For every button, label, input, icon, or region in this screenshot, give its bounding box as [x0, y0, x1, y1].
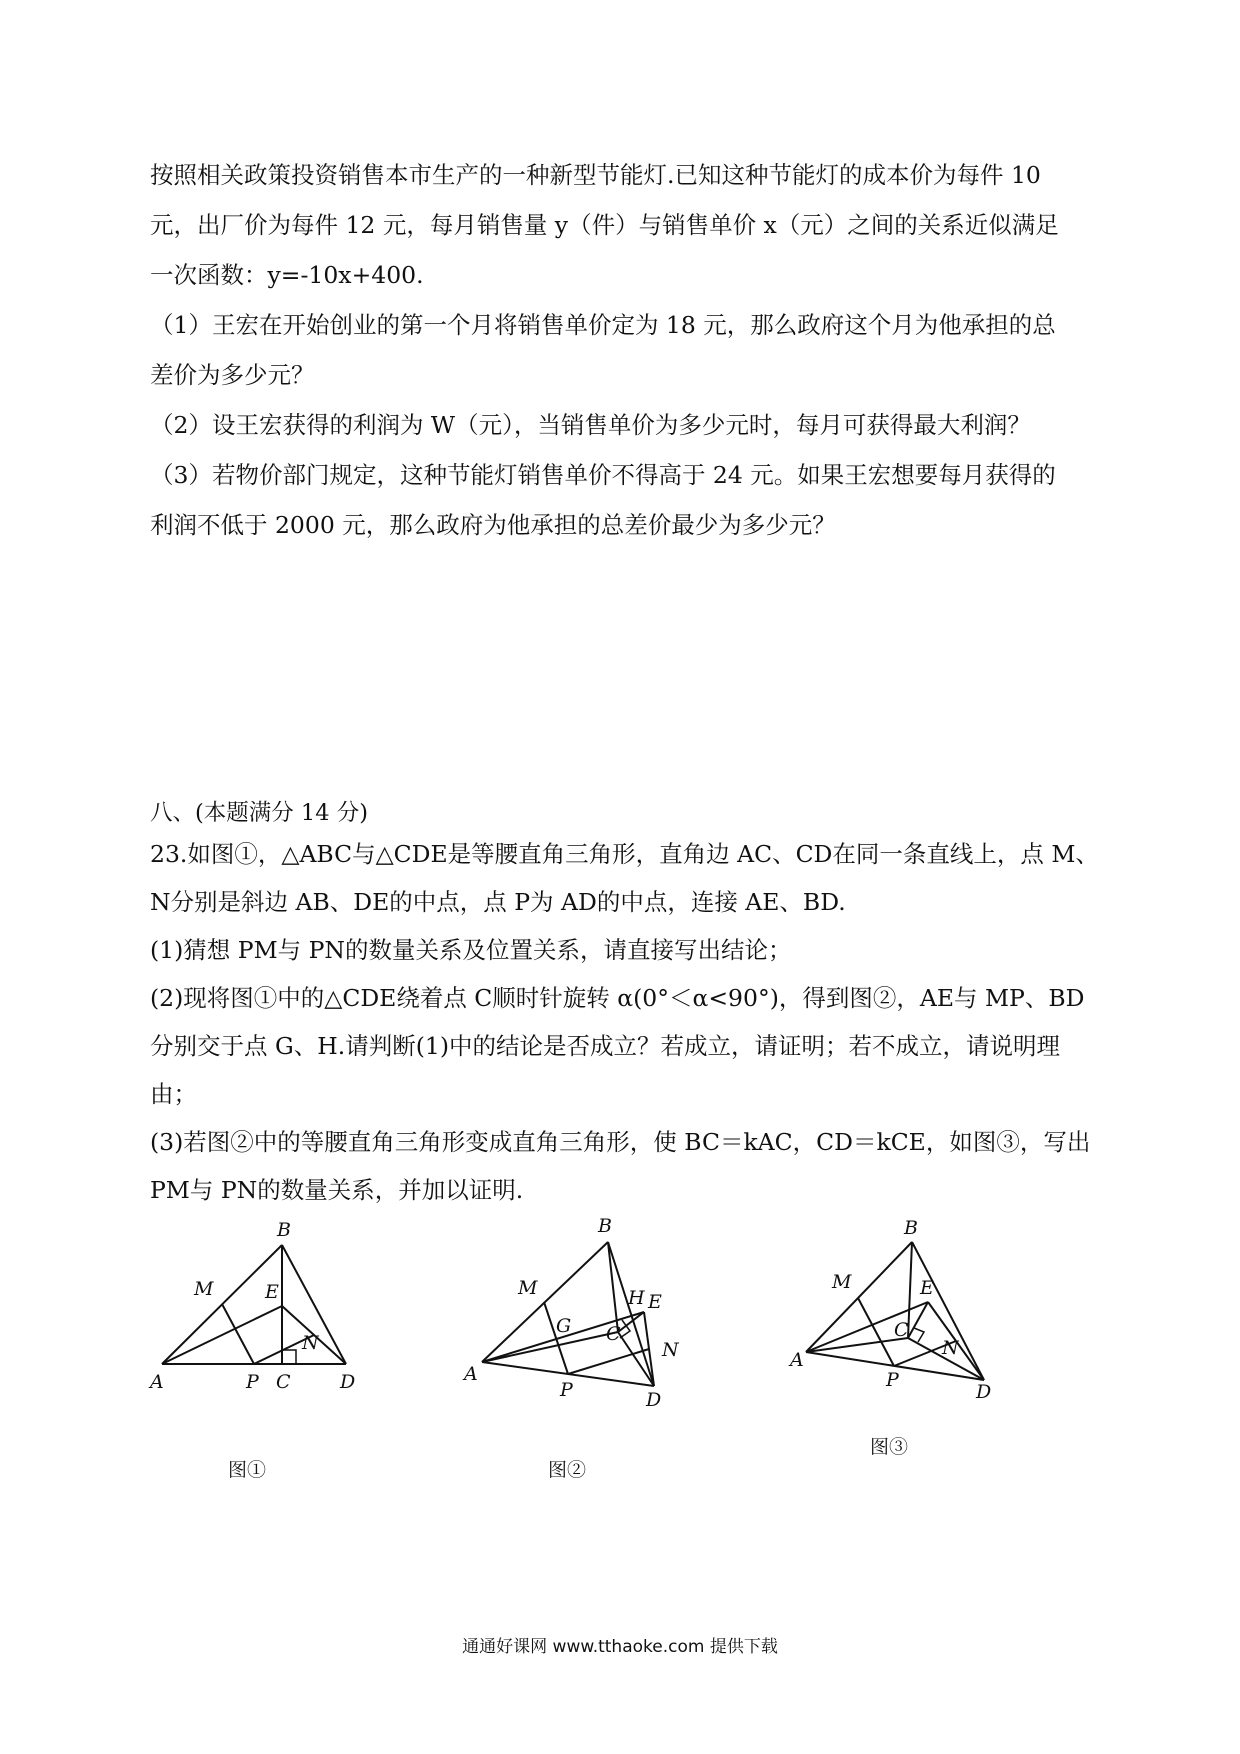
- text-line: N分别是斜边 AB、DE的中点，点 P为 AD的中点，连接 AE、BD.: [150, 888, 846, 916]
- text-line: 分别交于点 G、H.请判断(1)中的结论是否成立？若成立，请证明；若不成立，请说明理: [150, 1032, 1060, 1060]
- label-P: P: [886, 1369, 899, 1391]
- text-line: 差价为多少元？: [150, 361, 315, 389]
- label-H: H: [628, 1287, 645, 1309]
- label-D: D: [976, 1381, 992, 1403]
- label-A: A: [464, 1363, 478, 1385]
- label-M: M: [518, 1277, 538, 1299]
- right-angle-mark: [914, 1328, 924, 1342]
- figure-1: [150, 1220, 370, 1404]
- label-B: B: [598, 1215, 612, 1237]
- page-footer: 通通好课网 www.tthaoke.com 提供下载: [462, 1637, 778, 1657]
- label-M: M: [194, 1278, 214, 1300]
- text-line: 利润不低于 2000 元，那么政府为他承担的总差价最少为多少元？: [150, 511, 836, 539]
- figure-2-caption: 图②: [548, 1459, 587, 1481]
- figure-3-diagram: [790, 1217, 1010, 1403]
- segment-BC: [908, 1242, 912, 1338]
- label-N: N: [302, 1332, 319, 1354]
- label-C: C: [276, 1371, 291, 1393]
- section-heading: 八、(本题满分 14 分): [150, 800, 368, 826]
- label-N: N: [942, 1337, 959, 1359]
- text-line: 按照相关政策投资销售本市生产的一种新型节能灯.已知这种节能灯的成本价为每件 10: [150, 161, 1041, 189]
- segment-AC: [482, 1332, 618, 1362]
- text-line: (1)猜想 PM与 PN的数量关系及位置关系，请直接写出结论；: [150, 936, 792, 964]
- figure-1-diagram: [150, 1220, 370, 1400]
- text-line: PM与 PN的数量关系，并加以证明.: [150, 1176, 524, 1204]
- text-line: 由；: [150, 1080, 197, 1108]
- label-A: A: [790, 1349, 804, 1371]
- text-line: （3）若物价部门规定，这种节能灯销售单价不得高于 24 元。如果王宏想要每月获得的: [150, 461, 1056, 489]
- text-line: （1）王宏在开始创业的第一个月将销售单价定为 18 元，那么政府这个月为他承担的总: [150, 311, 1056, 339]
- segment-BD: [608, 1242, 654, 1386]
- text-line: 一次函数：y=-10x+400.: [150, 261, 424, 289]
- label-B: B: [904, 1217, 918, 1239]
- text-line: 元，出厂价为每件 12 元，每月销售量 y（件）与销售单价 x（元）之间的关系近似满足: [150, 211, 1059, 239]
- segment-CE: [908, 1302, 928, 1338]
- segment-AE: [162, 1306, 282, 1364]
- segment-MP: [222, 1304, 254, 1364]
- text-line: (3)若图②中的等腰直角三角形变成直角三角形，使 BC＝kAC，CD＝kCE，如图③，写出: [150, 1128, 1091, 1156]
- label-M: M: [832, 1271, 852, 1293]
- right-angle-mark: [282, 1350, 296, 1364]
- problem-23-text: [150, 830, 1098, 1214]
- label-C: C: [606, 1323, 621, 1345]
- figure-1-caption: 图①: [228, 1459, 267, 1481]
- label-P: P: [560, 1379, 573, 1401]
- segment-MP: [544, 1302, 568, 1374]
- figure-2-diagram: [460, 1215, 690, 1411]
- problem-22-text: [150, 150, 1098, 550]
- text-line: (2)现将图①中的△CDE绕着点 C顺时针旋转 α(0°＜α<90°)，得到图②，AE与 MP、BD: [150, 984, 1085, 1012]
- label-E: E: [648, 1291, 662, 1313]
- label-E: E: [265, 1281, 279, 1303]
- segment-MP: [858, 1298, 894, 1366]
- text-line: （2）设王宏获得的利润为 W（元），当销售单价为多少元时，每月可获得最大利润？: [150, 411, 1031, 439]
- figure-3-caption: 图③: [870, 1436, 909, 1458]
- label-D: D: [646, 1389, 662, 1411]
- label-P: P: [246, 1371, 259, 1393]
- text-line: 23.如图①，△ABC与△CDE是等腰直角三角形，直角边 AC、CD在同一条直线上，点 M、: [150, 840, 1099, 868]
- label-B: B: [277, 1219, 291, 1241]
- label-D: D: [340, 1371, 356, 1393]
- label-C: C: [894, 1319, 909, 1341]
- label-E: E: [920, 1277, 934, 1299]
- label-G: G: [556, 1315, 572, 1337]
- figure-2: [460, 1215, 690, 1414]
- figure-3: [790, 1217, 1010, 1404]
- label-A: A: [150, 1371, 164, 1393]
- label-N: N: [662, 1339, 679, 1361]
